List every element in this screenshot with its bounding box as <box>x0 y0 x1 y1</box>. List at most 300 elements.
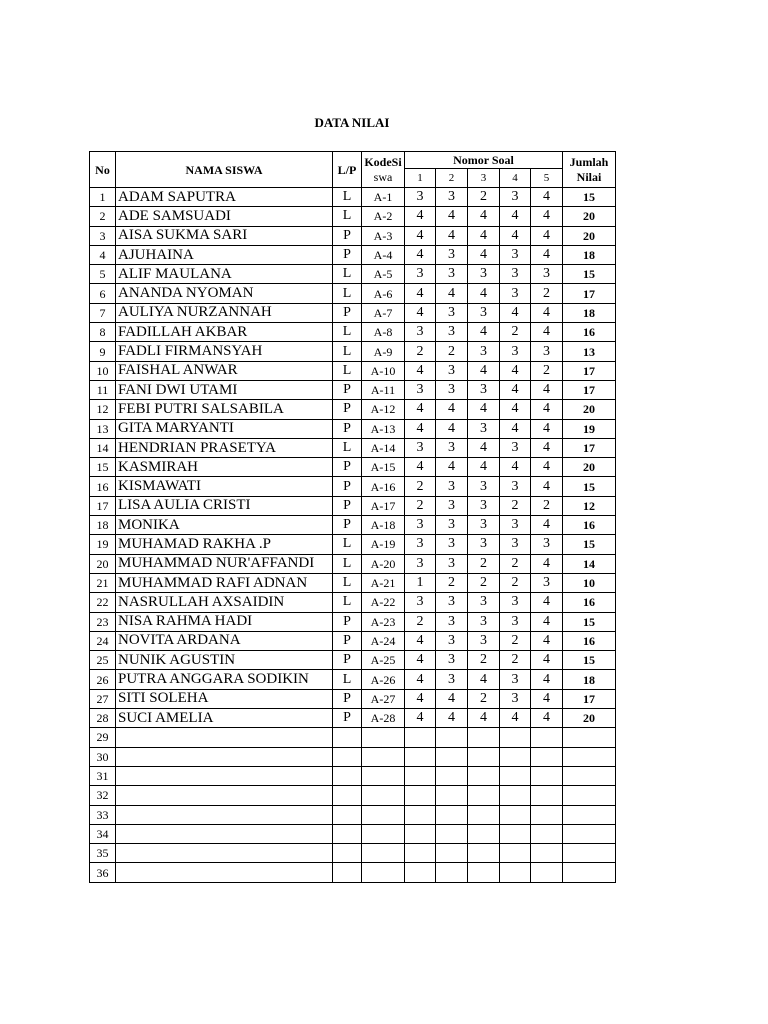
student-code: A-3 <box>362 226 405 245</box>
table-row <box>90 516 616 535</box>
student-code: A-9 <box>362 342 405 361</box>
row-number: 5 <box>90 265 116 284</box>
score-q2: 3 <box>436 593 468 612</box>
table-row <box>90 284 616 303</box>
student-name: AISA SUKMA SARI <box>116 226 333 245</box>
header-soal-2: 2 <box>436 169 468 188</box>
score-q1: 2 <box>405 342 436 361</box>
score-q5 <box>531 805 563 824</box>
student-name: FANI DWI UTAMI <box>116 380 333 399</box>
score-q5: 4 <box>531 245 563 264</box>
table-row <box>90 419 616 438</box>
table-row <box>90 226 616 245</box>
score-q5: 2 <box>531 284 563 303</box>
table-row <box>90 689 616 708</box>
score-q1 <box>405 747 436 766</box>
header-soal-5: 5 <box>531 169 563 188</box>
table-row <box>90 670 616 689</box>
total-score: 17 <box>563 361 616 380</box>
row-number: 15 <box>90 458 116 477</box>
student-code <box>362 844 405 863</box>
score-q4: 3 <box>500 516 531 535</box>
score-q4: 4 <box>500 207 531 226</box>
student-code: A-15 <box>362 458 405 477</box>
student-name: FADLI FIRMANSYAH <box>116 342 333 361</box>
student-name <box>116 766 333 785</box>
student-code: A-8 <box>362 323 405 342</box>
score-q3: 2 <box>468 573 500 592</box>
total-score: 13 <box>563 342 616 361</box>
score-q3 <box>468 786 500 805</box>
row-number: 24 <box>90 631 116 650</box>
gender: P <box>333 419 362 438</box>
table-row <box>90 728 616 747</box>
table-row <box>90 805 616 824</box>
gender: L <box>333 323 362 342</box>
student-name: FEBI PUTRI SALSABILA <box>116 400 333 419</box>
gender: P <box>333 303 362 322</box>
score-q4: 2 <box>500 496 531 515</box>
score-q2: 3 <box>436 554 468 573</box>
page-title: DATA NILAI <box>314 115 390 130</box>
student-name: AULIYA NURZANNAH <box>116 303 333 322</box>
total-score: 12 <box>563 496 616 515</box>
student-code <box>362 728 405 747</box>
gender <box>333 766 362 785</box>
row-number: 35 <box>90 844 116 863</box>
header-jumlah-nilai <box>563 152 616 188</box>
score-q2: 3 <box>436 265 468 284</box>
score-q5 <box>531 786 563 805</box>
score-q3: 3 <box>468 535 500 554</box>
header-kode-line1: KodeSi <box>364 154 402 169</box>
gender: L <box>333 284 362 303</box>
table-row <box>90 361 616 380</box>
student-name: ANANDA NYOMAN <box>116 284 333 303</box>
score-q5: 2 <box>531 361 563 380</box>
score-q4: 4 <box>500 400 531 419</box>
score-q2 <box>436 824 468 843</box>
score-q5: 4 <box>531 651 563 670</box>
score-q2: 3 <box>436 496 468 515</box>
total-score: 15 <box>563 651 616 670</box>
score-q1: 2 <box>405 477 436 496</box>
student-code: A-28 <box>362 709 405 728</box>
table-row <box>90 477 616 496</box>
score-q5: 4 <box>531 612 563 631</box>
score-q5: 2 <box>531 496 563 515</box>
table-row <box>90 631 616 650</box>
score-q2 <box>436 844 468 863</box>
score-q3: 3 <box>468 265 500 284</box>
score-q3: 2 <box>468 188 500 207</box>
score-q5: 4 <box>531 477 563 496</box>
row-number: 13 <box>90 419 116 438</box>
score-q2: 4 <box>436 400 468 419</box>
score-q1: 4 <box>405 361 436 380</box>
gender: P <box>333 380 362 399</box>
score-q4: 4 <box>500 709 531 728</box>
score-q1: 3 <box>405 188 436 207</box>
score-q5: 3 <box>531 342 563 361</box>
score-q1: 4 <box>405 651 436 670</box>
student-name <box>116 786 333 805</box>
score-q2: 3 <box>436 380 468 399</box>
student-name: MONIKA <box>116 516 333 535</box>
table-row <box>90 458 616 477</box>
student-code <box>362 805 405 824</box>
row-number: 31 <box>90 766 116 785</box>
student-code: A-24 <box>362 631 405 650</box>
student-name: SITI SOLEHA <box>116 689 333 708</box>
row-number: 34 <box>90 824 116 843</box>
score-q3 <box>468 805 500 824</box>
table-body <box>90 188 616 883</box>
total-score: 15 <box>563 612 616 631</box>
score-q4: 2 <box>500 651 531 670</box>
gender <box>333 844 362 863</box>
student-name: AJUHAINA <box>116 245 333 264</box>
score-q3: 4 <box>468 709 500 728</box>
total-score: 17 <box>563 380 616 399</box>
student-code: A-27 <box>362 689 405 708</box>
score-q5 <box>531 844 563 863</box>
row-number: 10 <box>90 361 116 380</box>
score-q5: 4 <box>531 207 563 226</box>
score-q2 <box>436 805 468 824</box>
score-q1: 1 <box>405 573 436 592</box>
score-q2: 4 <box>436 689 468 708</box>
total-score: 15 <box>563 188 616 207</box>
score-q5: 4 <box>531 188 563 207</box>
student-code: A-7 <box>362 303 405 322</box>
score-q3: 3 <box>468 516 500 535</box>
total-score <box>563 824 616 843</box>
row-number: 1 <box>90 188 116 207</box>
student-name: FAISHAL ANWAR <box>116 361 333 380</box>
score-q3: 3 <box>468 593 500 612</box>
total-score: 20 <box>563 207 616 226</box>
student-code: A-14 <box>362 438 405 457</box>
student-code <box>362 766 405 785</box>
row-number: 8 <box>90 323 116 342</box>
student-name: MUHAMMAD RAFI ADNAN <box>116 573 333 592</box>
row-number: 20 <box>90 554 116 573</box>
student-code: A-5 <box>362 265 405 284</box>
student-name <box>116 747 333 766</box>
score-q2: 3 <box>436 477 468 496</box>
gender: P <box>333 477 362 496</box>
score-q2: 3 <box>436 651 468 670</box>
score-q4: 3 <box>500 342 531 361</box>
score-q1: 3 <box>405 323 436 342</box>
student-name: NUNIK AGUSTIN <box>116 651 333 670</box>
score-q5: 4 <box>531 438 563 457</box>
score-q1 <box>405 844 436 863</box>
total-score <box>563 786 616 805</box>
gender: P <box>333 496 362 515</box>
score-q5: 4 <box>531 516 563 535</box>
row-number: 23 <box>90 612 116 631</box>
student-name: SUCI AMELIA <box>116 709 333 728</box>
row-number: 27 <box>90 689 116 708</box>
total-score: 15 <box>563 265 616 284</box>
score-q5: 4 <box>531 670 563 689</box>
student-name <box>116 863 333 882</box>
table-row <box>90 747 616 766</box>
score-q4: 4 <box>500 226 531 245</box>
score-q2 <box>436 728 468 747</box>
score-q1: 4 <box>405 207 436 226</box>
score-q2: 2 <box>436 573 468 592</box>
total-score <box>563 766 616 785</box>
header-soal-1: 1 <box>405 169 436 188</box>
table-row <box>90 188 616 207</box>
table-row <box>90 265 616 284</box>
score-q5: 4 <box>531 593 563 612</box>
score-q3: 4 <box>468 438 500 457</box>
score-q2: 3 <box>436 670 468 689</box>
student-code: A-12 <box>362 400 405 419</box>
score-q3: 4 <box>468 670 500 689</box>
student-name <box>116 728 333 747</box>
gender: L <box>333 573 362 592</box>
score-q4 <box>500 844 531 863</box>
student-name: MUHAMAD RAKHA .P <box>116 535 333 554</box>
score-q1: 2 <box>405 496 436 515</box>
total-score: 16 <box>563 323 616 342</box>
total-score: 14 <box>563 554 616 573</box>
student-name: NISA RAHMA HADI <box>116 612 333 631</box>
header-soal-4: 4 <box>500 169 531 188</box>
table-row <box>90 380 616 399</box>
total-score <box>563 805 616 824</box>
score-q2: 3 <box>436 438 468 457</box>
student-code <box>362 863 405 882</box>
row-number: 16 <box>90 477 116 496</box>
row-number: 25 <box>90 651 116 670</box>
score-q5: 4 <box>531 631 563 650</box>
score-q4 <box>500 728 531 747</box>
student-code: A-17 <box>362 496 405 515</box>
score-q2: 3 <box>436 361 468 380</box>
total-score: 16 <box>563 516 616 535</box>
student-code: A-11 <box>362 380 405 399</box>
gender: L <box>333 361 362 380</box>
score-q4: 3 <box>500 535 531 554</box>
score-q4: 4 <box>500 419 531 438</box>
score-q2: 4 <box>436 709 468 728</box>
score-q3 <box>468 728 500 747</box>
score-q4 <box>500 766 531 785</box>
gender <box>333 728 362 747</box>
gender: L <box>333 188 362 207</box>
student-code: A-19 <box>362 535 405 554</box>
score-q3: 3 <box>468 380 500 399</box>
row-number: 33 <box>90 805 116 824</box>
score-q4: 3 <box>500 477 531 496</box>
score-q5: 4 <box>531 419 563 438</box>
score-q2: 3 <box>436 323 468 342</box>
score-q4: 3 <box>500 245 531 264</box>
table-row <box>90 573 616 592</box>
score-q5: 4 <box>531 709 563 728</box>
row-number: 30 <box>90 747 116 766</box>
student-name: FADILLAH AKBAR <box>116 323 333 342</box>
row-number: 19 <box>90 535 116 554</box>
score-q4: 4 <box>500 380 531 399</box>
student-code <box>362 824 405 843</box>
score-q3 <box>468 824 500 843</box>
row-number: 22 <box>90 593 116 612</box>
score-q3: 3 <box>468 342 500 361</box>
table-row <box>90 593 616 612</box>
row-number: 32 <box>90 786 116 805</box>
score-q1 <box>405 728 436 747</box>
score-q1 <box>405 863 436 882</box>
student-code: A-21 <box>362 573 405 592</box>
gender: L <box>333 207 362 226</box>
student-code: A-10 <box>362 361 405 380</box>
student-code: A-1 <box>362 188 405 207</box>
score-q4: 4 <box>500 303 531 322</box>
score-q1 <box>405 766 436 785</box>
student-code: A-4 <box>362 245 405 264</box>
total-score: 16 <box>563 593 616 612</box>
table-row <box>90 342 616 361</box>
score-q4: 3 <box>500 689 531 708</box>
total-score: 20 <box>563 226 616 245</box>
student-code: A-25 <box>362 651 405 670</box>
score-q2: 4 <box>436 207 468 226</box>
score-q3: 3 <box>468 477 500 496</box>
score-q2: 3 <box>436 612 468 631</box>
student-code <box>362 747 405 766</box>
table-row <box>90 844 616 863</box>
gender: L <box>333 554 362 573</box>
header-jumlah-line2: Nilai <box>576 169 602 184</box>
table-row <box>90 709 616 728</box>
total-score: 16 <box>563 631 616 650</box>
student-code: A-23 <box>362 612 405 631</box>
score-q2 <box>436 747 468 766</box>
score-q3: 3 <box>468 496 500 515</box>
row-number: 7 <box>90 303 116 322</box>
student-name: MUHAMMAD NUR'AFFANDI <box>116 554 333 573</box>
score-q2 <box>436 766 468 785</box>
score-q2 <box>436 786 468 805</box>
student-code: A-20 <box>362 554 405 573</box>
score-q1: 4 <box>405 284 436 303</box>
total-score: 17 <box>563 438 616 457</box>
score-q4: 3 <box>500 438 531 457</box>
score-q5: 4 <box>531 400 563 419</box>
score-q5 <box>531 728 563 747</box>
gender: P <box>333 400 362 419</box>
total-score: 20 <box>563 709 616 728</box>
student-name: HENDRIAN PRASETYA <box>116 438 333 457</box>
student-name <box>116 805 333 824</box>
student-code: A-18 <box>362 516 405 535</box>
score-q1: 3 <box>405 265 436 284</box>
table-row <box>90 245 616 264</box>
score-q1 <box>405 805 436 824</box>
score-q4: 3 <box>500 670 531 689</box>
score-q4: 3 <box>500 593 531 612</box>
table-row <box>90 496 616 515</box>
score-q1: 4 <box>405 419 436 438</box>
score-q1: 3 <box>405 516 436 535</box>
table-row <box>90 651 616 670</box>
score-q1: 4 <box>405 245 436 264</box>
gender: L <box>333 535 362 554</box>
score-q1: 4 <box>405 458 436 477</box>
student-name <box>116 824 333 843</box>
student-name: KASMIRAH <box>116 458 333 477</box>
gender: L <box>333 670 362 689</box>
score-q3 <box>468 747 500 766</box>
student-name: GITA MARYANTI <box>116 419 333 438</box>
total-score: 17 <box>563 689 616 708</box>
table-row <box>90 207 616 226</box>
score-q4: 4 <box>500 458 531 477</box>
score-q3: 3 <box>468 612 500 631</box>
score-q5 <box>531 863 563 882</box>
header-jumlah-line1: Jumlah <box>569 154 609 169</box>
student-name: LISA AULIA CRISTI <box>116 496 333 515</box>
score-q3: 4 <box>468 284 500 303</box>
gender: P <box>333 709 362 728</box>
score-q3: 4 <box>468 400 500 419</box>
score-q2: 3 <box>436 188 468 207</box>
score-q3: 4 <box>468 226 500 245</box>
score-q2: 4 <box>436 226 468 245</box>
score-q2: 4 <box>436 419 468 438</box>
score-q5: 4 <box>531 689 563 708</box>
total-score: 18 <box>563 303 616 322</box>
score-q1: 3 <box>405 593 436 612</box>
score-q1: 4 <box>405 709 436 728</box>
table-row <box>90 863 616 882</box>
total-score: 15 <box>563 535 616 554</box>
score-q2: 3 <box>436 535 468 554</box>
row-number: 36 <box>90 863 116 882</box>
score-q3: 4 <box>468 458 500 477</box>
score-q5: 3 <box>531 265 563 284</box>
gender <box>333 863 362 882</box>
score-table <box>89 151 616 883</box>
score-q3: 2 <box>468 651 500 670</box>
gender: P <box>333 689 362 708</box>
score-q5: 4 <box>531 380 563 399</box>
score-q1: 4 <box>405 226 436 245</box>
score-q5: 4 <box>531 303 563 322</box>
row-number: 3 <box>90 226 116 245</box>
score-q4: 2 <box>500 554 531 573</box>
table-row <box>90 400 616 419</box>
gender <box>333 805 362 824</box>
score-q1 <box>405 786 436 805</box>
row-number: 17 <box>90 496 116 515</box>
header-no: No <box>90 152 116 188</box>
score-q2: 3 <box>436 303 468 322</box>
table-row <box>90 535 616 554</box>
score-q2: 4 <box>436 458 468 477</box>
gender: P <box>333 612 362 631</box>
score-q4: 3 <box>500 265 531 284</box>
score-q5: 4 <box>531 458 563 477</box>
header-nomor-soal: Nomor Soal <box>405 152 563 169</box>
